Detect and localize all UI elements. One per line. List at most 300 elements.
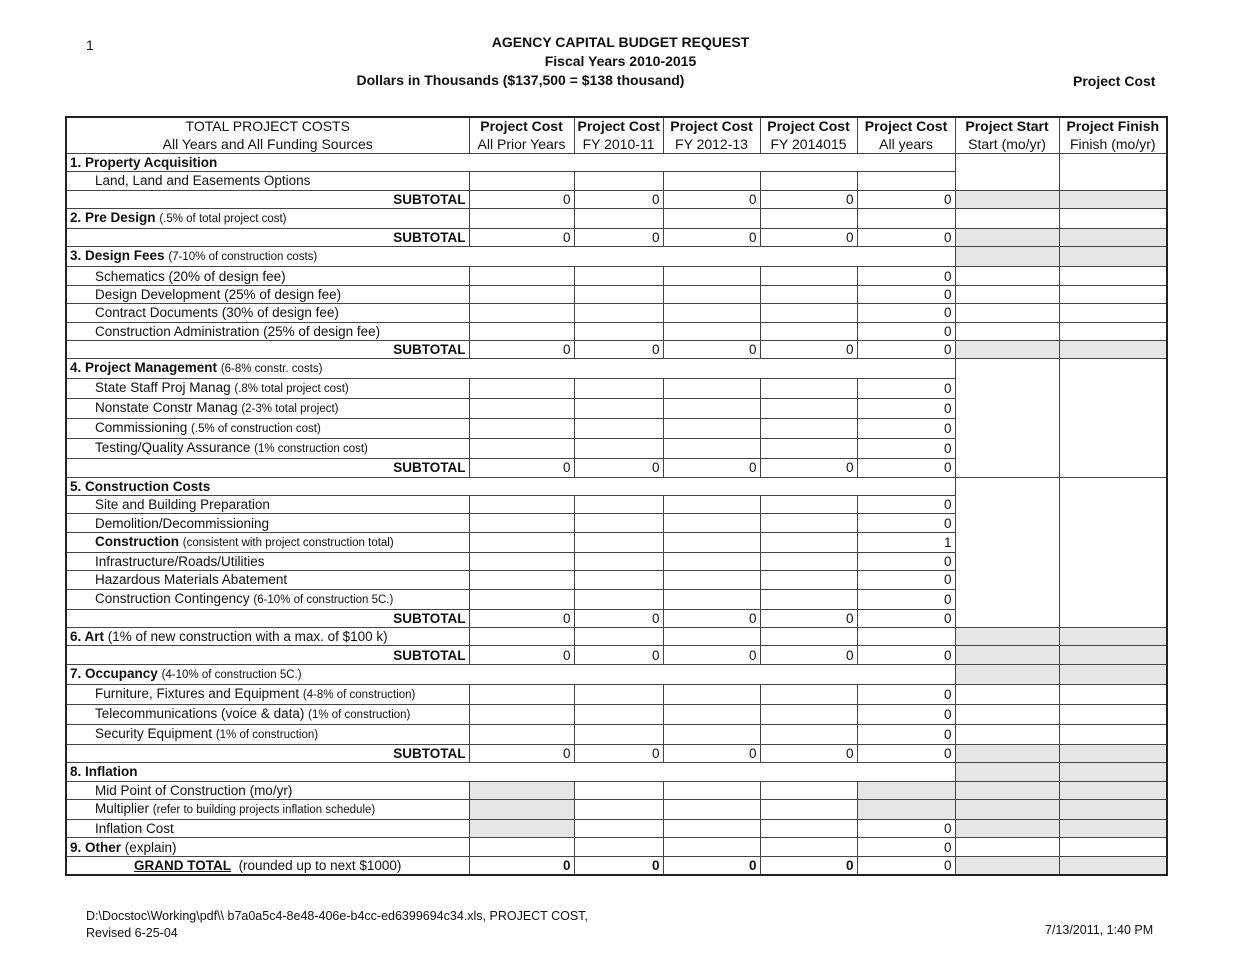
cell[interactable] [469, 285, 574, 303]
cell[interactable] [574, 724, 663, 744]
cell: 0 [574, 228, 663, 246]
cell[interactable] [760, 496, 857, 514]
subtotal-row [66, 340, 1167, 358]
item-note: (.8% total project cost) [234, 383, 349, 396]
section-note: (1% of new construction with a max. of $100 k) [107, 629, 388, 645]
cell[interactable] [1059, 704, 1167, 724]
cell: 0 [663, 856, 760, 875]
cell[interactable] [760, 304, 857, 322]
col-prior-h1: Project Cost [469, 117, 574, 135]
document-subtitle: Fiscal Years 2010-2015 [544, 53, 697, 69]
cell: 0 [469, 190, 574, 208]
cell: 0 [574, 459, 663, 477]
cell[interactable] [663, 628, 760, 646]
cell[interactable] [469, 267, 574, 285]
cell[interactable] [1059, 285, 1167, 303]
section-note: (explain) [124, 839, 177, 855]
cell[interactable] [1059, 838, 1167, 856]
cell: 0 [760, 190, 857, 208]
cell[interactable] [469, 172, 574, 190]
document-title: AGENCY CAPITAL BUDGET REQUEST [491, 34, 750, 50]
cell [1059, 781, 1167, 799]
header-row-1 [66, 117, 1167, 135]
item-note: (1% of construction) [215, 728, 319, 741]
cell [955, 781, 1059, 799]
item-label: Construction Administration (25% of design fee) [66, 322, 469, 340]
table-row [66, 304, 1167, 322]
section-title-text: 6. Art [70, 629, 105, 645]
section-title [66, 664, 955, 684]
item-label [66, 532, 469, 552]
cell[interactable] [760, 379, 857, 399]
section-row [66, 763, 1167, 781]
item-label [66, 379, 469, 399]
cell: 0 [857, 856, 955, 875]
cell[interactable] [469, 571, 574, 589]
cell: 0 [760, 609, 857, 627]
cell [1059, 763, 1167, 781]
cell: 0 [469, 646, 574, 664]
cell[interactable] [760, 704, 857, 724]
cell [1059, 799, 1167, 819]
cell[interactable] [955, 704, 1059, 724]
item-label [66, 589, 469, 609]
cell[interactable] [760, 684, 857, 704]
cell[interactable] [857, 628, 955, 646]
table-row [66, 819, 1167, 837]
item-label-text: Furniture, Fixtures and Equipment [95, 685, 300, 701]
section-title [66, 247, 955, 267]
cell[interactable] [574, 379, 663, 399]
cell[interactable] [955, 208, 1059, 228]
cell: 0 [857, 379, 955, 399]
item-note: (consistent with project construction total) [182, 536, 394, 549]
cell: 0 [857, 322, 955, 340]
cell[interactable] [663, 571, 760, 589]
cell: 0 [857, 459, 955, 477]
item-label: Design Development (25% of design fee) [66, 285, 469, 303]
cell[interactable] [663, 684, 760, 704]
cell: 0 [857, 190, 955, 208]
cell[interactable] [574, 571, 663, 589]
cell[interactable] [574, 285, 663, 303]
cell[interactable] [574, 684, 663, 704]
section-title [66, 838, 469, 856]
finish-cell[interactable] [1059, 359, 1167, 477]
table-row [66, 781, 1167, 799]
section-note: (6-8% constr. costs) [220, 363, 323, 376]
cell [955, 340, 1059, 358]
cell[interactable] [760, 532, 857, 552]
cell: 0 [663, 340, 760, 358]
cell[interactable] [663, 208, 760, 228]
cell: 0 [469, 459, 574, 477]
cell [857, 781, 955, 799]
section-title: 5. Construction Costs [66, 477, 955, 495]
cell[interactable] [469, 379, 574, 399]
cell [1059, 228, 1167, 246]
section-title-text: 4. Project Management [70, 360, 218, 376]
cell[interactable] [663, 838, 760, 856]
col-allyears-h2: All years [857, 135, 955, 153]
cell [857, 799, 955, 819]
cell[interactable] [663, 496, 760, 514]
footer-path: D:\Docstoc\Working\pdf\\ b7a0a5c4-8e48-406e-b4cc-ed6399694c34.xls, PROJECT COST, [86, 909, 588, 923]
cell[interactable] [1059, 267, 1167, 285]
cell: 0 [857, 589, 955, 609]
cell[interactable] [955, 304, 1059, 322]
col-fy1011-h2: FY 2010-11 [574, 135, 663, 153]
cell[interactable] [663, 304, 760, 322]
cell: 0 [663, 459, 760, 477]
cell[interactable] [663, 819, 760, 837]
cell[interactable] [469, 532, 574, 552]
item-label-text: Construction [95, 533, 179, 549]
col-allyears-h1: Project Cost [857, 117, 955, 135]
cell[interactable] [663, 322, 760, 340]
table-row [66, 704, 1167, 724]
section-row [66, 153, 1167, 171]
item-label [66, 799, 469, 819]
cell[interactable] [760, 399, 857, 419]
section-title-text: 2. Pre Design [70, 209, 156, 225]
section-title [66, 628, 469, 646]
cell[interactable] [574, 589, 663, 609]
cell: 0 [857, 838, 955, 856]
subtotal-label: SUBTOTAL [66, 340, 469, 358]
cell[interactable] [574, 552, 663, 570]
section-title: 1. Property Acquisition [66, 153, 955, 171]
cell[interactable] [1059, 684, 1167, 704]
cell[interactable] [955, 267, 1059, 285]
cell[interactable] [760, 419, 857, 439]
cell [955, 744, 1059, 762]
cell: 0 [857, 552, 955, 570]
grand-total-note: (rounded up to next $1000) [238, 857, 402, 873]
cell[interactable] [760, 439, 857, 459]
subtotal-row [66, 646, 1167, 664]
subtotal-label: SUBTOTAL [66, 609, 469, 627]
start-cell[interactable] [955, 477, 1059, 627]
cell: 0 [857, 724, 955, 744]
cell [1059, 856, 1167, 875]
section-row [66, 628, 1167, 646]
cell[interactable] [857, 208, 955, 228]
cell: 0 [469, 856, 574, 875]
item-label-text: Multiplier [95, 800, 150, 816]
cell: 0 [469, 340, 574, 358]
cell[interactable] [1059, 724, 1167, 744]
col-start-h2: Start (mo/yr) [955, 135, 1059, 153]
cell: 0 [857, 399, 955, 419]
section-note: (7-10% of construction costs) [168, 251, 318, 264]
cell [955, 763, 1059, 781]
cell[interactable] [469, 589, 574, 609]
cell[interactable] [663, 724, 760, 744]
cell [955, 799, 1059, 819]
cell: 0 [857, 228, 955, 246]
cell[interactable] [663, 172, 760, 190]
cell[interactable] [760, 589, 857, 609]
cell[interactable] [469, 419, 574, 439]
cell: 0 [760, 646, 857, 664]
cell[interactable] [574, 208, 663, 228]
cell: 0 [760, 228, 857, 246]
cell [955, 247, 1059, 267]
cell: 0 [857, 646, 955, 664]
cell[interactable] [955, 838, 1059, 856]
cell[interactable] [760, 724, 857, 744]
cell: 1 [857, 532, 955, 552]
cell[interactable] [663, 514, 760, 532]
cell[interactable] [663, 799, 760, 819]
cell[interactable] [574, 819, 663, 837]
subtotal-label: SUBTOTAL [66, 646, 469, 664]
section-title-text: 3. Design Fees [70, 248, 165, 264]
cell[interactable] [760, 571, 857, 589]
section-title-text: 7. Occupancy [70, 665, 158, 681]
cell [1059, 340, 1167, 358]
cell[interactable] [574, 799, 663, 819]
section-row [66, 664, 1167, 684]
cell: 0 [469, 609, 574, 627]
cell[interactable] [1059, 322, 1167, 340]
item-label [66, 419, 469, 439]
section-note: (.5% of total project cost) [159, 212, 287, 225]
cell[interactable] [574, 419, 663, 439]
cell[interactable] [955, 684, 1059, 704]
cell: 0 [760, 744, 857, 762]
cell[interactable] [469, 304, 574, 322]
cell [469, 781, 574, 799]
cell[interactable] [663, 781, 760, 799]
cell[interactable] [574, 532, 663, 552]
item-note: (refer to building projects inflation schedule) [152, 803, 376, 816]
cell[interactable] [760, 838, 857, 856]
cell[interactable] [574, 172, 663, 190]
cell[interactable] [574, 439, 663, 459]
subtotal-label: SUBTOTAL [66, 459, 469, 477]
cell: 0 [857, 684, 955, 704]
cell: 0 [760, 459, 857, 477]
table-row [66, 267, 1167, 285]
cell: 0 [857, 819, 955, 837]
item-label [66, 439, 469, 459]
subtotal-label: SUBTOTAL [66, 744, 469, 762]
cell: 0 [857, 304, 955, 322]
cell [1059, 646, 1167, 664]
subtotal-label: SUBTOTAL [66, 190, 469, 208]
col-start-h1: Project Start [955, 117, 1059, 135]
cell[interactable] [663, 379, 760, 399]
cell[interactable] [469, 399, 574, 419]
item-label-text: Testing/Quality Assurance [95, 440, 251, 456]
document-note: Dollars in Thousands ($137,500 = $138 thousand) [356, 72, 685, 88]
cell[interactable] [955, 285, 1059, 303]
cell: 0 [857, 704, 955, 724]
cell: 0 [857, 609, 955, 627]
cell[interactable] [663, 532, 760, 552]
cell[interactable] [469, 552, 574, 570]
cell: 0 [760, 340, 857, 358]
cell[interactable] [663, 704, 760, 724]
cell[interactable] [760, 628, 857, 646]
cell[interactable] [469, 684, 574, 704]
cell[interactable] [663, 552, 760, 570]
subtotal-row [66, 190, 1167, 208]
cell: 0 [857, 419, 955, 439]
cell[interactable] [760, 799, 857, 819]
table-row [66, 684, 1167, 704]
cell[interactable] [469, 514, 574, 532]
cell[interactable] [1059, 304, 1167, 322]
cell[interactable] [469, 496, 574, 514]
item-label [66, 399, 469, 419]
cell[interactable] [469, 439, 574, 459]
cell[interactable] [663, 419, 760, 439]
cell: 0 [663, 609, 760, 627]
cell: 0 [857, 285, 955, 303]
cell: 0 [574, 340, 663, 358]
item-note: (6-10% of construction 5C.) [253, 593, 394, 606]
section-row [66, 359, 1167, 379]
item-label-text: Security Equipment [95, 725, 213, 741]
cell[interactable] [760, 172, 857, 190]
cell[interactable] [574, 267, 663, 285]
cell: 0 [760, 856, 857, 875]
cell: 0 [574, 856, 663, 875]
cell[interactable] [760, 322, 857, 340]
cell [955, 664, 1059, 684]
finish-cell[interactable] [1059, 477, 1167, 627]
subtotal-row [66, 744, 1167, 762]
cell[interactable] [760, 285, 857, 303]
cell [955, 228, 1059, 246]
cell[interactable] [663, 439, 760, 459]
cell [1059, 247, 1167, 267]
cell[interactable] [760, 781, 857, 799]
cell [1059, 664, 1167, 684]
col-fy1213-h2: FY 2012-13 [663, 135, 760, 153]
cell[interactable] [760, 514, 857, 532]
cell[interactable] [469, 208, 574, 228]
cell[interactable] [574, 399, 663, 419]
cell[interactable] [760, 208, 857, 228]
cell[interactable] [574, 704, 663, 724]
cell: 0 [857, 439, 955, 459]
cell[interactable] [469, 704, 574, 724]
col-desc-h1: TOTAL PROJECT COSTS [66, 117, 469, 135]
item-label-text: Telecommunications (voice & data) [95, 705, 305, 721]
item-label: Inflation Cost [66, 819, 469, 837]
finish-cell [1059, 153, 1167, 190]
col-fy2014-h1: Project Cost [760, 117, 857, 135]
col-fy1213-h1: Project Cost [663, 117, 760, 135]
cell: 0 [857, 496, 955, 514]
cell[interactable] [760, 819, 857, 837]
footer-timestamp: 7/13/2011, 1:40 PM [1045, 923, 1154, 937]
item-label [66, 724, 469, 744]
cell[interactable] [955, 724, 1059, 744]
item-label: Infrastructure/Roads/Utilities [66, 552, 469, 570]
cell[interactable] [574, 514, 663, 532]
section-row [66, 838, 1167, 856]
cell[interactable] [469, 724, 574, 744]
cell[interactable] [663, 589, 760, 609]
cell[interactable] [663, 267, 760, 285]
footer-revised: Revised 6-25-04 [86, 926, 178, 940]
col-desc-h2: All Years and All Funding Sources [66, 135, 469, 153]
cell [469, 819, 574, 837]
cell [469, 799, 574, 819]
cell [1059, 190, 1167, 208]
item-label-text: Nonstate Constr Manag [95, 400, 238, 416]
grand-total-text: GRAND TOTAL [134, 857, 232, 873]
cell[interactable] [574, 304, 663, 322]
subtotal-row [66, 228, 1167, 246]
cell [955, 856, 1059, 875]
cell [1059, 744, 1167, 762]
col-fy1011-h1: Project Cost [574, 117, 663, 135]
cell[interactable] [574, 322, 663, 340]
item-label [66, 684, 469, 704]
section-row [66, 208, 1167, 228]
cell: 0 [574, 646, 663, 664]
col-fy2014-h2: FY 2014015 [760, 135, 857, 153]
cell[interactable] [469, 322, 574, 340]
cell: 0 [469, 228, 574, 246]
cell[interactable] [1059, 208, 1167, 228]
cell[interactable] [574, 781, 663, 799]
cell[interactable] [574, 496, 663, 514]
cell: 0 [574, 744, 663, 762]
cell[interactable] [857, 172, 955, 190]
cell[interactable] [663, 399, 760, 419]
table-row [66, 322, 1167, 340]
cell: 0 [663, 190, 760, 208]
cell[interactable] [574, 838, 663, 856]
cell[interactable] [955, 322, 1059, 340]
cell: 0 [663, 744, 760, 762]
cell: 0 [857, 514, 955, 532]
cell[interactable] [469, 838, 574, 856]
cell: 0 [574, 609, 663, 627]
start-cell[interactable] [955, 359, 1059, 477]
table-row [66, 799, 1167, 819]
item-label-text: State Staff Proj Manag [95, 380, 231, 396]
subtotal-label: SUBTOTAL [66, 228, 469, 246]
item-label: Demolition/Decommissioning [66, 514, 469, 532]
cell[interactable] [469, 628, 574, 646]
grand-total-label [66, 856, 469, 875]
cell[interactable] [663, 285, 760, 303]
cell: 0 [857, 267, 955, 285]
section-title [66, 359, 955, 379]
item-label: Land, Land and Easements Options [66, 172, 469, 190]
cell[interactable] [574, 628, 663, 646]
cell: 0 [574, 190, 663, 208]
cell [1059, 819, 1167, 837]
cell[interactable] [760, 552, 857, 570]
item-note: (1% of construction) [308, 708, 411, 721]
cell [955, 819, 1059, 837]
item-note: (1% construction cost) [254, 443, 368, 456]
item-note: (.5% of construction cost) [191, 423, 321, 436]
cell: 0 [857, 744, 955, 762]
cell[interactable] [760, 267, 857, 285]
item-label: Site and Building Preparation [66, 496, 469, 514]
project-cost-label: Project Cost [1073, 73, 1156, 89]
